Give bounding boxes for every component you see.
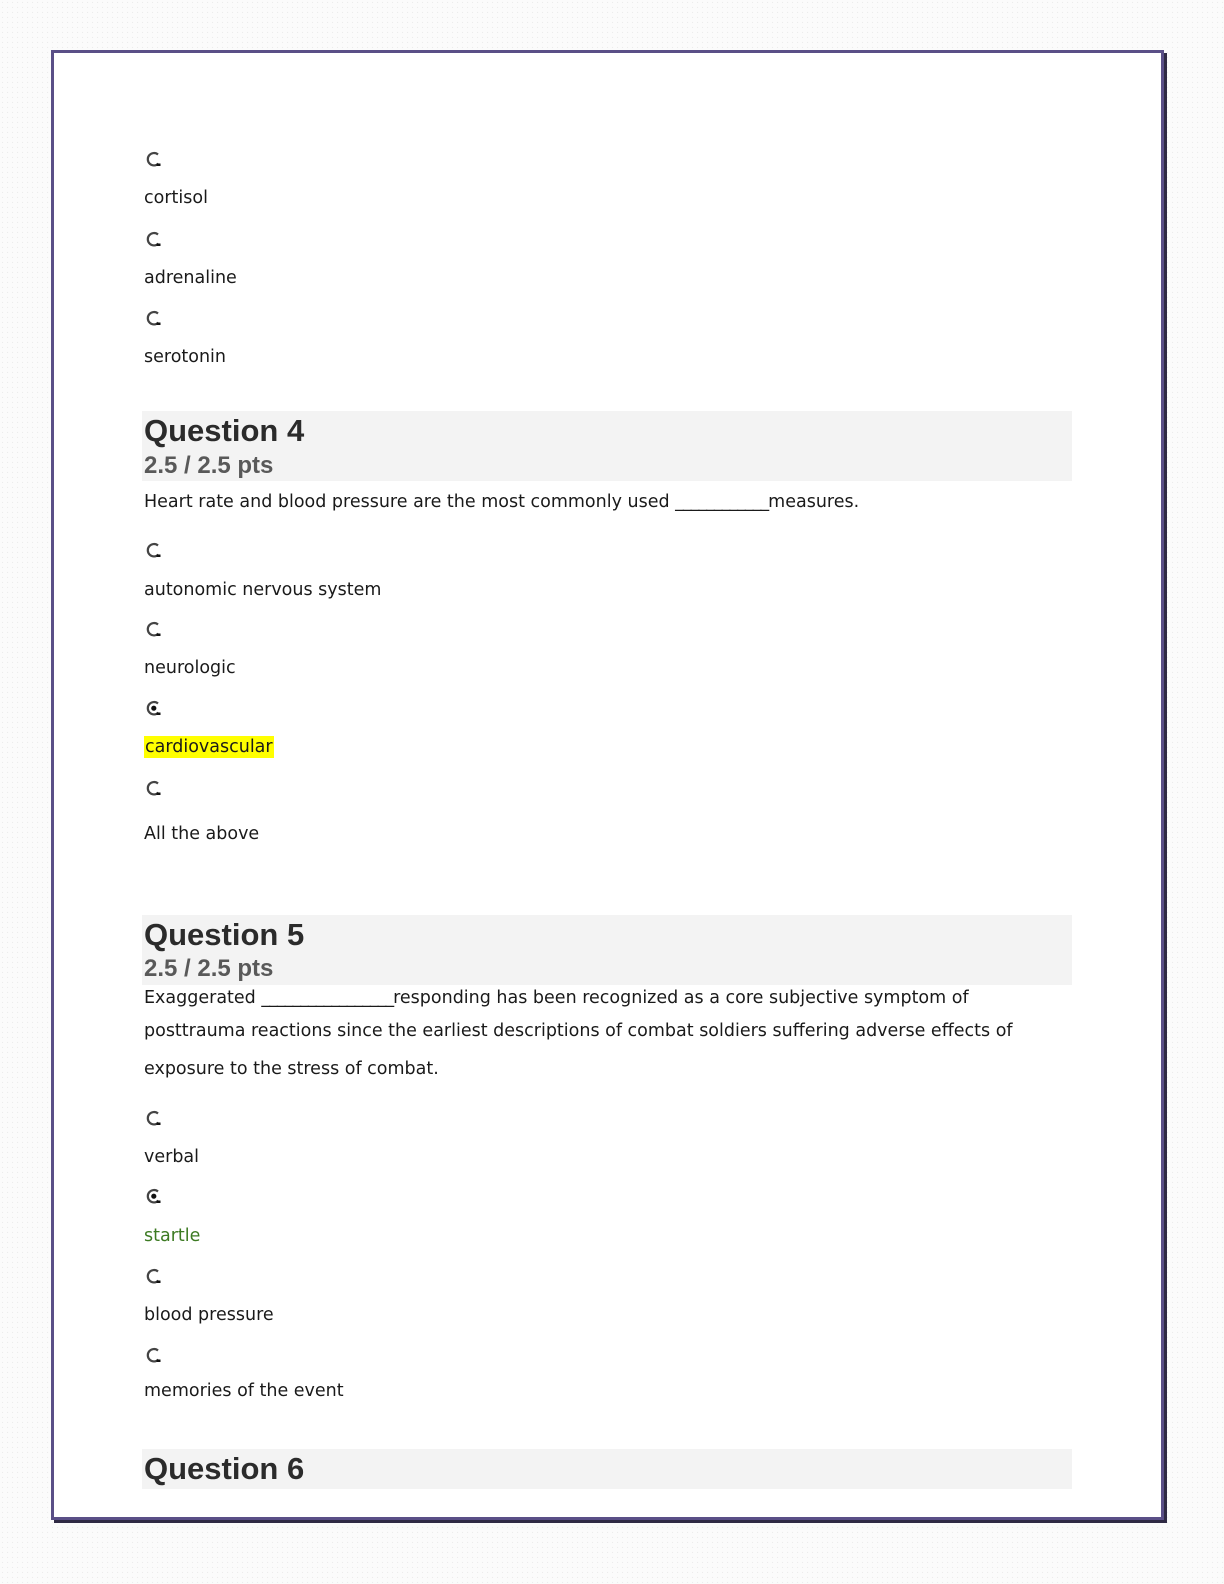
answer-option[interactable]: autonomic nervous system xyxy=(144,580,382,600)
radio-button-icon[interactable] xyxy=(146,1347,162,1363)
question-prompt-line-3: exposure to the stress of combat. xyxy=(144,1059,439,1079)
radio-button-icon[interactable] xyxy=(146,1268,162,1284)
radio-button-icon[interactable] xyxy=(146,621,162,637)
answer-option[interactable]: blood pressure xyxy=(144,1305,274,1325)
answer-option-selected[interactable] xyxy=(144,736,274,758)
answer-option[interactable]: memories of the event xyxy=(144,1381,344,1401)
question-title: Question 6 xyxy=(144,1451,305,1486)
document-page xyxy=(51,50,1164,1520)
radio-button-icon[interactable] xyxy=(146,1110,162,1126)
radio-button-icon[interactable] xyxy=(146,780,162,796)
radio-button-icon[interactable] xyxy=(146,310,162,326)
radio-button-icon[interactable] xyxy=(146,231,162,247)
question-prompt-line-1: Exaggerated _________________responding has been recognized as a core subjective symptom of xyxy=(144,988,969,1008)
answer-option[interactable]: cortisol xyxy=(144,188,208,208)
answer-option[interactable]: adrenaline xyxy=(144,268,237,288)
radio-selected-icon[interactable] xyxy=(146,1188,162,1204)
highlighted-answer: cardiovascular xyxy=(145,737,273,757)
question-points: 2.5 / 2.5 pts xyxy=(144,452,274,479)
answer-option[interactable]: All the above xyxy=(144,824,260,844)
answer-option[interactable]: neurologic xyxy=(144,658,236,678)
question-points: 2.5 / 2.5 pts xyxy=(144,955,274,982)
answer-option[interactable]: verbal xyxy=(144,1147,200,1167)
radio-selected-icon[interactable] xyxy=(146,700,162,716)
question-title: Question 5 xyxy=(144,917,305,952)
answer-option[interactable]: serotonin xyxy=(144,347,227,367)
question-prompt: Heart rate and blood pressure are the most commonly used ____________measures. xyxy=(144,492,860,512)
question-title: Question 4 xyxy=(144,413,305,448)
question-prompt-line-2: posttrauma reactions since the earliest descriptions of combat soldiers suffering adverse effects of xyxy=(144,1021,1013,1041)
radio-button-icon[interactable] xyxy=(146,542,162,558)
radio-button-icon[interactable] xyxy=(146,151,162,167)
answer-option-correct[interactable]: startle xyxy=(144,1226,201,1246)
